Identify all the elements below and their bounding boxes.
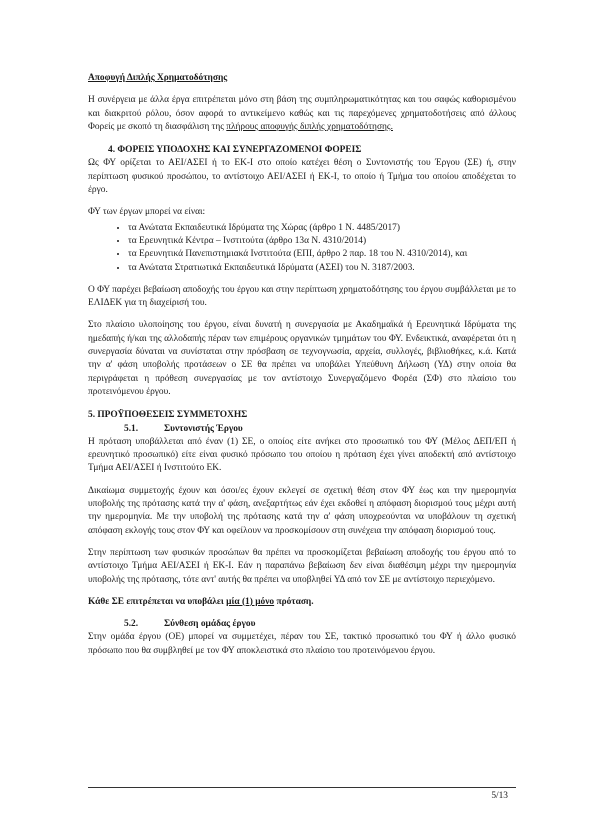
- submission-rule-end: πρόταση.: [274, 596, 314, 607]
- subsection-5-1-paragraph-2: Δικαίωμα συμμετοχής έχουν και όσοι/ες έχουν εκλεγεί σε σχετική θέση στον ΦΥ έως και την ημερομηνία υποβολής της πρότασης κατά την α' φάση, ανεξαρτήτως εάν έχει εκδοθεί η απόφαση διορισμού τους μέχρι αυτή την ημερομηνία. Με την υποβολή της πρότασης κατά την α' φάση υποχρεούνται να υποβάλουν τη σχετική απόφαση εκλογής τους στον ΦΥ και οφείλουν να προσκομίσουν στη συνέχεια την απόφαση διορισμού τους.: [88, 485, 516, 536]
- subsection-5-2-heading: [124, 618, 516, 631]
- submission-rule: [88, 596, 516, 609]
- section-5-heading: 5. ΠΡΟΫΠΟΘΕΣΕΙΣ ΣΥΜΜΕΤΟΧΗΣ: [88, 410, 248, 421]
- section-4-paragraph-3: Στο πλαίσιο υλοποίησης του έργου, είναι δυνατή η συνεργασία με Ακαδημαϊκά ή Ερευνητικά Ιδρύματα της ημεδαπής ή/και της αλλοδαπής πέραν των επιμέρους οργανικών τμημάτων του ΦΥ. Ενδεικτικά, αναφέρεται ότι η συνεργασία δύναται να συνίσταται στην πρόσβαση σε τεχνογνωσία, αρχεία, συλλογές, βιβλιοθήκες, κ.ά. Κατά την α' φάση υποβολής προτάσεων ο ΣΕ θα πρέπει να υποβάλει Υπεύθυνη Δήλωση (ΥΔ) στην οποία θα περιγράφεται η πρόθεση συνεργασίας με τον αντίστοιχο Συνεργαζόμενο Φορέα (ΣΦ) στο πλαίσιο του προτεινόμενου έργου.: [88, 320, 516, 397]
- subsection-5-1-paragraph-1: Η πρόταση υποβάλλεται από έναν (1) ΣΕ, ο οποίος είτε ανήκει στο προσωπικό του ΦΥ (Μέλος ΔΕΠ/ΕΠ ή ερευνητικό προσωπικό) είτε είναι φυσικό πρόσωπο του οποίου η πρόταση έχει γίνει αποδεκτή από αντίστοιχο Τμήμα ΑΕΙ/ΑΣΕΙ ή Ινστιτούτο ΕΚ.: [88, 436, 516, 474]
- list-item: • τα Ανώτατα Εκπαιδευτικά Ιδρύματα της Χώρας (άρθρο 1 Ν. 4485/2017): [128, 222, 516, 235]
- double-funding-paragraph: [88, 94, 516, 134]
- section-4-heading: 4. ΦΟΡΕΙΣ ΥΠΟΔΟΧΗΣ ΚΑΙ ΣΥΝΕΡΓΑΖΟΜΕΝΟΙ ΦΟΡΕΙΣ: [108, 145, 362, 156]
- section-4-paragraph-2: Ο ΦΥ παρέχει βεβαίωση αποδοχής του έργου και στην περίπτωση χρηματοδότησης του έργου συμβάλλεται με το ΕΛΙΔΕΚ για τη διαχείρισή του.: [88, 284, 516, 309]
- footer-divider: [88, 787, 516, 788]
- subsection-5-1-paragraph-3: Στην περίπτωση των φυσικών προσώπων θα πρέπει να προσκομίζεται βεβαίωση αποδοχής του έργου από το αντίστοιχο Τμήμα ΑΕΙ/ΑΣΕΙ ή ΕΚ-Ι. Εάν η παραπάνω βεβαίωση δεν είναι διαθέσιμη μέχρι την ημερομηνία υποβολής της πρότασης, τότε αντ' αυτής θα πρέπει να υποβληθεί ΥΔ από τον ΣΕ με αντίστοιχο περιεχόμενο.: [88, 547, 516, 585]
- page-number: 5/13: [491, 791, 508, 801]
- subsection-5-1-title: Συντονιστής Έργου: [164, 423, 243, 434]
- section-4-paragraph-1: Ως ΦΥ ορίζεται το ΑΕΙ/ΑΣΕΙ ή το ΕΚ-Ι στο οποίο κατέχει θέση ο Συντονιστής του Έργου (ΣΕ) ή, στην περίπτωση φυσικού προσώπου, το αντίστοιχο ΑΕΙ/ΑΣΕΙ ή ΕΚ-Ι, το οποίο ή Τμήμα του οποίου αποδέχεται το έργο.: [88, 158, 516, 196]
- double-funding-title: Αποφυγή Διπλής Χρηματοδότησης: [88, 73, 228, 83]
- list-item: • τα Ανώτατα Στρατιωτικά Εκπαιδευτικά Ιδρύματα (ΑΣΕΙ) του Ν. 3187/2003.: [128, 262, 516, 275]
- submission-rule-text: Κάθε ΣΕ επιτρέπεται να υποβάλει: [88, 596, 227, 607]
- subsection-5-1-number: 5.1.: [124, 423, 139, 434]
- submission-rule-underlined: μία (1) μόνο: [226, 596, 275, 607]
- subsection-5-1-heading: [124, 423, 516, 436]
- subsection-5-2-number: 5.2.: [124, 619, 139, 630]
- host-institutions-list: [88, 222, 516, 275]
- list-item: • τα Ερευνητικά Κέντρα – Ινστιτούτα (άρθρο 13α Ν. 4310/2014): [128, 235, 516, 248]
- page-content: [88, 72, 516, 658]
- list-item: • τα Ερευνητικά Πανεπιστημιακά Ινστιτούτα (ΕΠΙ, άρθρο 2 παρ. 18 του Ν. 4310/2014), και: [128, 248, 516, 261]
- subsection-5-2-title: Σύνθεση ομάδας έργου: [164, 619, 256, 630]
- subsection-5-2-paragraph: Στην ομάδα έργου (ΟΕ) μπορεί να συμμετέχει, πέραν του ΣΕ, τακτικό προσωπικό του ΦΥ ή άλλο φυσικό πρόσωπο που θα συμβληθεί με τον ΦΥ αποκλειστικά στο πλαίσιο του προτεινόμενου έργου.: [88, 632, 516, 656]
- double-funding-underlined-text: πλήρους αποφυγής διπλής χρηματοδότησης.: [226, 121, 393, 132]
- double-funding-text: Η συνέργεια με άλλα έργα επιτρέπεται μόνο στη βάση της συμπληρωματικότητας και του σαφώς καθορισμένου και διακριτού ρόλου, όσον αφορά το αντικείμενο καθώς και τις παρεχόμενες χρηματοδοτήσεις από άλλους Φορείς με σκοπό τη διασφάλιση της: [88, 95, 516, 132]
- host-list-intro: ΦΥ των έργων μπορεί να είναι:: [88, 207, 206, 218]
